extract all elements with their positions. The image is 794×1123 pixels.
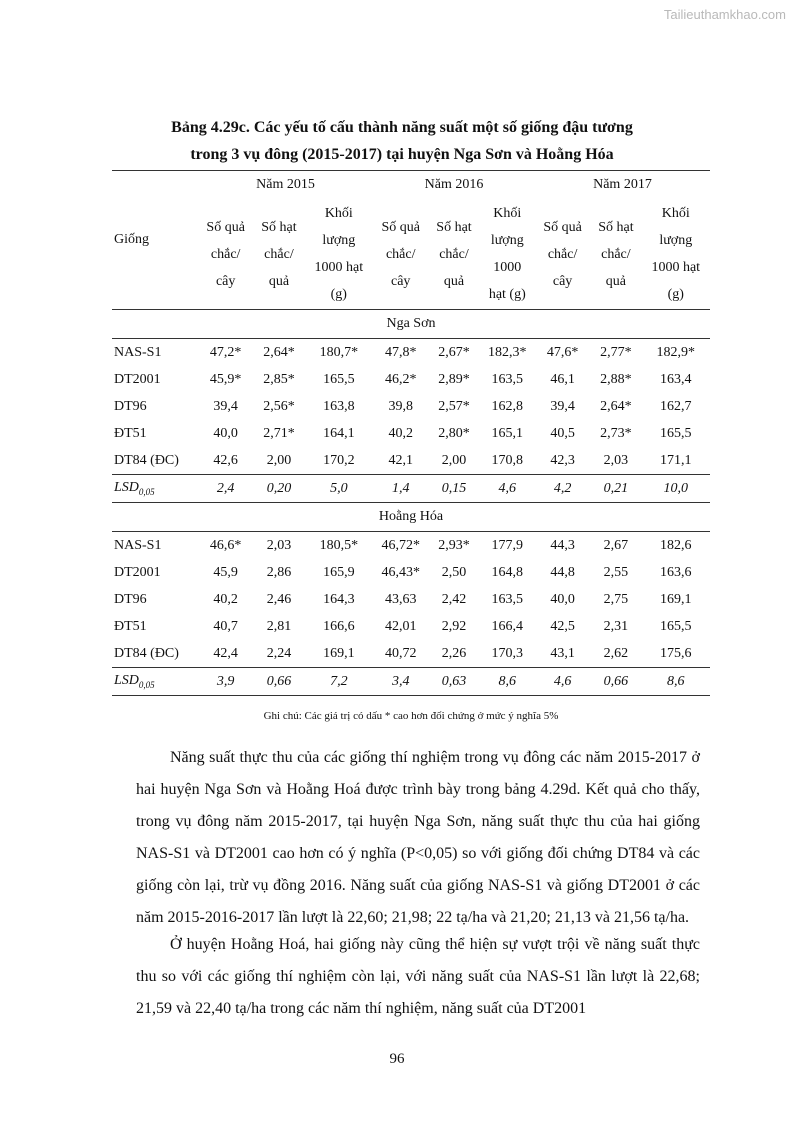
- table-row: [112, 393, 710, 420]
- variety-name: DT96: [114, 398, 147, 414]
- subcol-header-line: chắc/: [547, 246, 578, 262]
- table-cell: 170,8: [491, 452, 524, 468]
- subcol-header-line: chắc/: [439, 246, 469, 262]
- table-cell: 163,6: [660, 564, 692, 580]
- subcol-header: [373, 199, 428, 310]
- table-cell: 169,1: [660, 591, 692, 607]
- variety-name: ĐT51: [114, 618, 147, 634]
- subcol-header: [253, 199, 304, 310]
- table-cell: 46,72*: [381, 537, 420, 553]
- subcol-header-line: chắc/: [601, 246, 631, 262]
- subcol-header: [535, 199, 590, 310]
- table-cell: 2,57*: [438, 398, 470, 414]
- subcol-header-line: chắc/: [264, 246, 294, 262]
- table-cell: 2,64*: [600, 398, 632, 414]
- subcol-header: [590, 199, 641, 310]
- subcol-header-line: 1000: [493, 260, 522, 275]
- table-cell: 46,43*: [381, 564, 420, 580]
- table-title: [110, 114, 694, 168]
- table-cell: 164,3: [323, 591, 355, 607]
- lsd-cell: 8,6: [498, 673, 517, 689]
- lsd-cell: 2,4: [216, 480, 235, 496]
- table-cell: 2,00: [441, 452, 467, 468]
- subcol-header-line: quả: [268, 273, 290, 289]
- table-cell: 40,0: [550, 591, 575, 607]
- table-row: [112, 447, 710, 475]
- lsd-cell: 10,0: [663, 480, 688, 496]
- lsd-cell: 0,66: [266, 673, 292, 689]
- subcol-header-line: lượng: [659, 233, 693, 248]
- subcol-header-line: 1000 hạt: [651, 260, 701, 275]
- year-header-2015: Năm 2015: [256, 177, 315, 192]
- lsd-cell: 0,15: [441, 480, 467, 496]
- subcol-header-line: Số quả: [206, 219, 245, 235]
- table-cell: 2,03: [603, 452, 629, 468]
- lsd-cell: 0,21: [603, 480, 629, 496]
- table-cell: 163,4: [660, 371, 692, 387]
- table-cell: 165,1: [491, 425, 524, 441]
- table-cell: 2,67*: [438, 344, 470, 360]
- subcol-header-line: Khối: [324, 206, 353, 221]
- subcol-header-line: quả: [605, 273, 626, 289]
- table-cell: 164,1: [323, 425, 355, 441]
- table-cell: 2,24: [266, 645, 292, 661]
- table-cell: 2,46: [266, 591, 292, 607]
- table-cell: 42,6: [213, 452, 238, 468]
- table-cell: 42,5: [550, 618, 575, 634]
- table-cell: 165,5: [323, 371, 355, 387]
- table-cell: 2,73*: [600, 425, 632, 441]
- table-row: [112, 640, 710, 668]
- table-cell: 2,64*: [263, 344, 295, 360]
- table-cell: 2,85*: [263, 371, 295, 387]
- table-cell: 46,1: [550, 371, 575, 387]
- subcol-header: [198, 199, 253, 310]
- watermark: Tailieuthamkhao.com: [663, 7, 786, 22]
- lsd-cell: 0,63: [441, 673, 467, 689]
- table-cell: 171,1: [660, 452, 692, 468]
- table-cell: 43,1: [550, 645, 575, 661]
- subcol-header-line: chắc/: [210, 246, 241, 262]
- lsd-row: [112, 668, 710, 696]
- lsd-cell: 4,6: [553, 673, 572, 689]
- variety-name: DT2001: [114, 371, 161, 387]
- table-cell: 177,9: [491, 537, 524, 553]
- table-cell: 47,6*: [546, 344, 579, 360]
- lsd-label-subscript: 0,05: [138, 486, 155, 497]
- table-cell: 2,89*: [438, 371, 470, 387]
- yield-components-table: [112, 170, 710, 696]
- lsd-cell: 5,0: [330, 480, 348, 496]
- table-cell: 45,9*: [209, 371, 242, 387]
- table-cell: 162,8: [491, 398, 524, 414]
- lsd-label: [112, 475, 198, 503]
- table-cell: 42,1: [388, 452, 413, 468]
- table-cell: 39,4: [213, 398, 238, 414]
- subcol-header-line: Khối: [493, 206, 522, 221]
- lsd-cell: 4,2: [553, 480, 572, 496]
- lsd-label-text: LSD: [114, 673, 139, 689]
- lsd-cell: 3,4: [391, 673, 410, 689]
- table-cell: 166,6: [323, 618, 355, 634]
- table-cell: 40,0: [213, 425, 238, 441]
- table-cell: 45,9: [213, 564, 238, 580]
- lsd-cell: 4,6: [498, 480, 517, 496]
- subcol-header-line: (g): [330, 287, 347, 302]
- table-row: [112, 532, 710, 560]
- subcol-header-line: Số hạt: [598, 219, 634, 235]
- table-row: [112, 559, 710, 586]
- subcol-header-line: 1000 hạt: [314, 260, 364, 275]
- subcol-header-line: Số hạt: [261, 219, 297, 235]
- table-cell: 162,7: [660, 398, 692, 414]
- subcol-header: [305, 199, 373, 310]
- table-cell: 166,4: [491, 618, 524, 634]
- table-cell: 182,9*: [656, 344, 695, 360]
- year-header-2017: Năm 2017: [593, 177, 652, 192]
- subcol-header-line: quả: [443, 273, 465, 289]
- subcol-header-line: Số hạt: [436, 219, 472, 235]
- variety-name: NAS-S1: [114, 344, 162, 360]
- table-cell: 182,6: [660, 537, 692, 553]
- table-row: [112, 420, 710, 447]
- subcol-header-line: lượng: [322, 233, 356, 248]
- subcol-header-line: hạt (g): [488, 287, 526, 302]
- lsd-cell: 0,66: [603, 673, 629, 689]
- table-title-line-1: Bảng 4.29c. Các yếu tố cấu thành năng suất một số giống đậu tương: [171, 119, 633, 136]
- variety-name: DT96: [114, 591, 147, 607]
- table-cell: 2,55: [603, 564, 629, 580]
- table-cell: 163,5: [491, 371, 524, 387]
- table-cell: 2,62: [603, 645, 629, 661]
- giong-header: Giống: [114, 232, 149, 247]
- table-cell: 2,50: [441, 564, 467, 580]
- subcol-header-line: cây: [215, 273, 236, 289]
- variety-name: ĐT51: [114, 425, 147, 441]
- subcol-header: [642, 199, 710, 310]
- table-cell: 42,3: [550, 452, 575, 468]
- table-cell: 165,5: [660, 618, 692, 634]
- subcol-header-line: lượng: [490, 233, 524, 248]
- table-cell: 2,86: [266, 564, 292, 580]
- table-cell: 2,80*: [438, 425, 470, 441]
- table-cell: 42,4: [213, 645, 238, 661]
- variety-name: DT2001: [114, 564, 161, 580]
- table-cell: 2,88*: [600, 371, 632, 387]
- table-cell: 40,2: [213, 591, 238, 607]
- subcol-header: [428, 199, 479, 310]
- table-cell: 46,2*: [384, 371, 417, 387]
- table-cell: 165,9: [323, 564, 355, 580]
- table-cell: 39,8: [388, 398, 413, 414]
- table-cell: 2,71*: [263, 425, 295, 441]
- lsd-label-text: LSD: [114, 480, 139, 496]
- table-cell: 44,8: [550, 564, 575, 580]
- subcol-header-line: Số quả: [543, 219, 582, 235]
- page-number: 96: [389, 1051, 405, 1067]
- table-cell: 46,6*: [209, 537, 242, 553]
- table-cell: 2,03: [266, 537, 292, 553]
- table-cell: 165,5: [660, 425, 692, 441]
- table-cell: 40,72: [384, 645, 417, 661]
- lsd-cell: 3,9: [216, 673, 235, 689]
- table-row: [112, 613, 710, 640]
- subcol-header-line: Số quả: [381, 219, 420, 235]
- table-cell: 40,7: [213, 618, 238, 634]
- region-label: Nga Sơn: [386, 316, 436, 331]
- table-cell: 180,7*: [319, 344, 359, 360]
- lsd-cell: 0,20: [266, 480, 292, 496]
- table-cell: 44,3: [550, 537, 575, 553]
- subcol-header-line: cây: [552, 273, 573, 289]
- table-cell: 2,31: [603, 618, 629, 634]
- table-cell: 47,8*: [384, 344, 417, 360]
- subcol-header-line: Khối: [661, 206, 690, 221]
- table-cell: 164,8: [491, 564, 524, 580]
- table-cell: 182,3*: [488, 344, 527, 360]
- table-cell: 175,6: [660, 645, 692, 661]
- table-cell: 40,2: [388, 425, 413, 441]
- lsd-row: [112, 475, 710, 503]
- table-cell: 163,5: [491, 591, 524, 607]
- table-note: Ghi chú: Các giá trị có dấu * cao hơn đối chứng ở mức ý nghĩa 5%: [263, 710, 559, 722]
- table-cell: 2,26: [441, 645, 467, 661]
- table-row: [112, 366, 710, 393]
- table-cell: 2,93*: [438, 537, 470, 553]
- region-label: Hoằng Hóa: [378, 509, 444, 524]
- table-row: [112, 339, 710, 367]
- lsd-label: [112, 668, 198, 696]
- table-cell: 2,56*: [263, 398, 295, 414]
- subcol-header: [480, 199, 535, 310]
- table-cell: 163,8: [323, 398, 355, 414]
- subcol-header-line: (g): [667, 287, 684, 302]
- table-cell: 2,81: [266, 618, 292, 634]
- subcol-header-line: chắc/: [385, 246, 416, 262]
- paragraph-2: Ở huyện Hoằng Hoá, hai giống này cũng thể hiện sự vượt trội về năng suất thực thu so với các giống thí nghiệm còn lại, với năng suất của NAS-S1 lần lượt là 22,68; 21,59 và 22,40 tạ/ha trong các năm thí nghiệm, năng suất của DT2001: [136, 936, 700, 1017]
- variety-name: DT84 (ĐC): [114, 645, 179, 661]
- lsd-cell: 1,4: [391, 480, 410, 496]
- variety-name: NAS-S1: [114, 537, 162, 553]
- table-cell: 169,1: [323, 645, 355, 661]
- table-cell: 47,2*: [209, 344, 242, 360]
- table-cell: 2,75: [603, 591, 629, 607]
- table-cell: 2,92: [441, 618, 467, 634]
- table-cell: 170,2: [323, 452, 355, 468]
- paragraph-1: Năng suất thực thu của các giống thí nghiệm trong vụ đông các năm 2015-2017 ở hai huyện Nga Sơn và Hoằng Hoá được trình bày trong bảng 4.29d. Kết quả cho thấy, trong vụ đông năm 2015-2017, tại huyện Nga Sơn, năng suất thực thu của hai giống NAS-S1 và DT2001 cao hơn có ý nghĩa (P<0,05) so với giống đối chứng DT84 và các giống còn lại, trừ vụ đồng 2016. Năng suất của giống NAS-S1 và giống DT2001 ở các năm 2015-2016-2017 lần lượt là 22,60; 21,98; 22 tạ/ha và 21,20; 21,13 và 21,56 tạ/ha.: [136, 749, 700, 926]
- table-cell: 2,67: [603, 537, 629, 553]
- lsd-label-subscript: 0,05: [138, 679, 155, 690]
- table-cell: 40,5: [550, 425, 575, 441]
- table-cell: 43,63: [384, 591, 417, 607]
- table-cell: 39,4: [550, 398, 575, 414]
- table-cell: 180,5*: [319, 537, 359, 553]
- lsd-cell: 7,2: [330, 673, 348, 689]
- table-title-line-2: trong 3 vụ đông (2015-2017) tại huyện Nga Sơn và Hoằng Hóa: [190, 146, 614, 163]
- year-header-2016: Năm 2016: [424, 177, 484, 192]
- subcol-header-line: cây: [390, 273, 411, 289]
- variety-name: DT84 (ĐC): [114, 452, 179, 468]
- table-row: [112, 586, 710, 613]
- table-cell: 2,42: [441, 591, 467, 607]
- table-cell: 42,01: [384, 618, 417, 634]
- lsd-cell: 8,6: [667, 673, 685, 689]
- table-cell: 2,77*: [600, 344, 632, 360]
- table-cell: 2,00: [266, 452, 292, 468]
- table-cell: 170,3: [491, 645, 524, 661]
